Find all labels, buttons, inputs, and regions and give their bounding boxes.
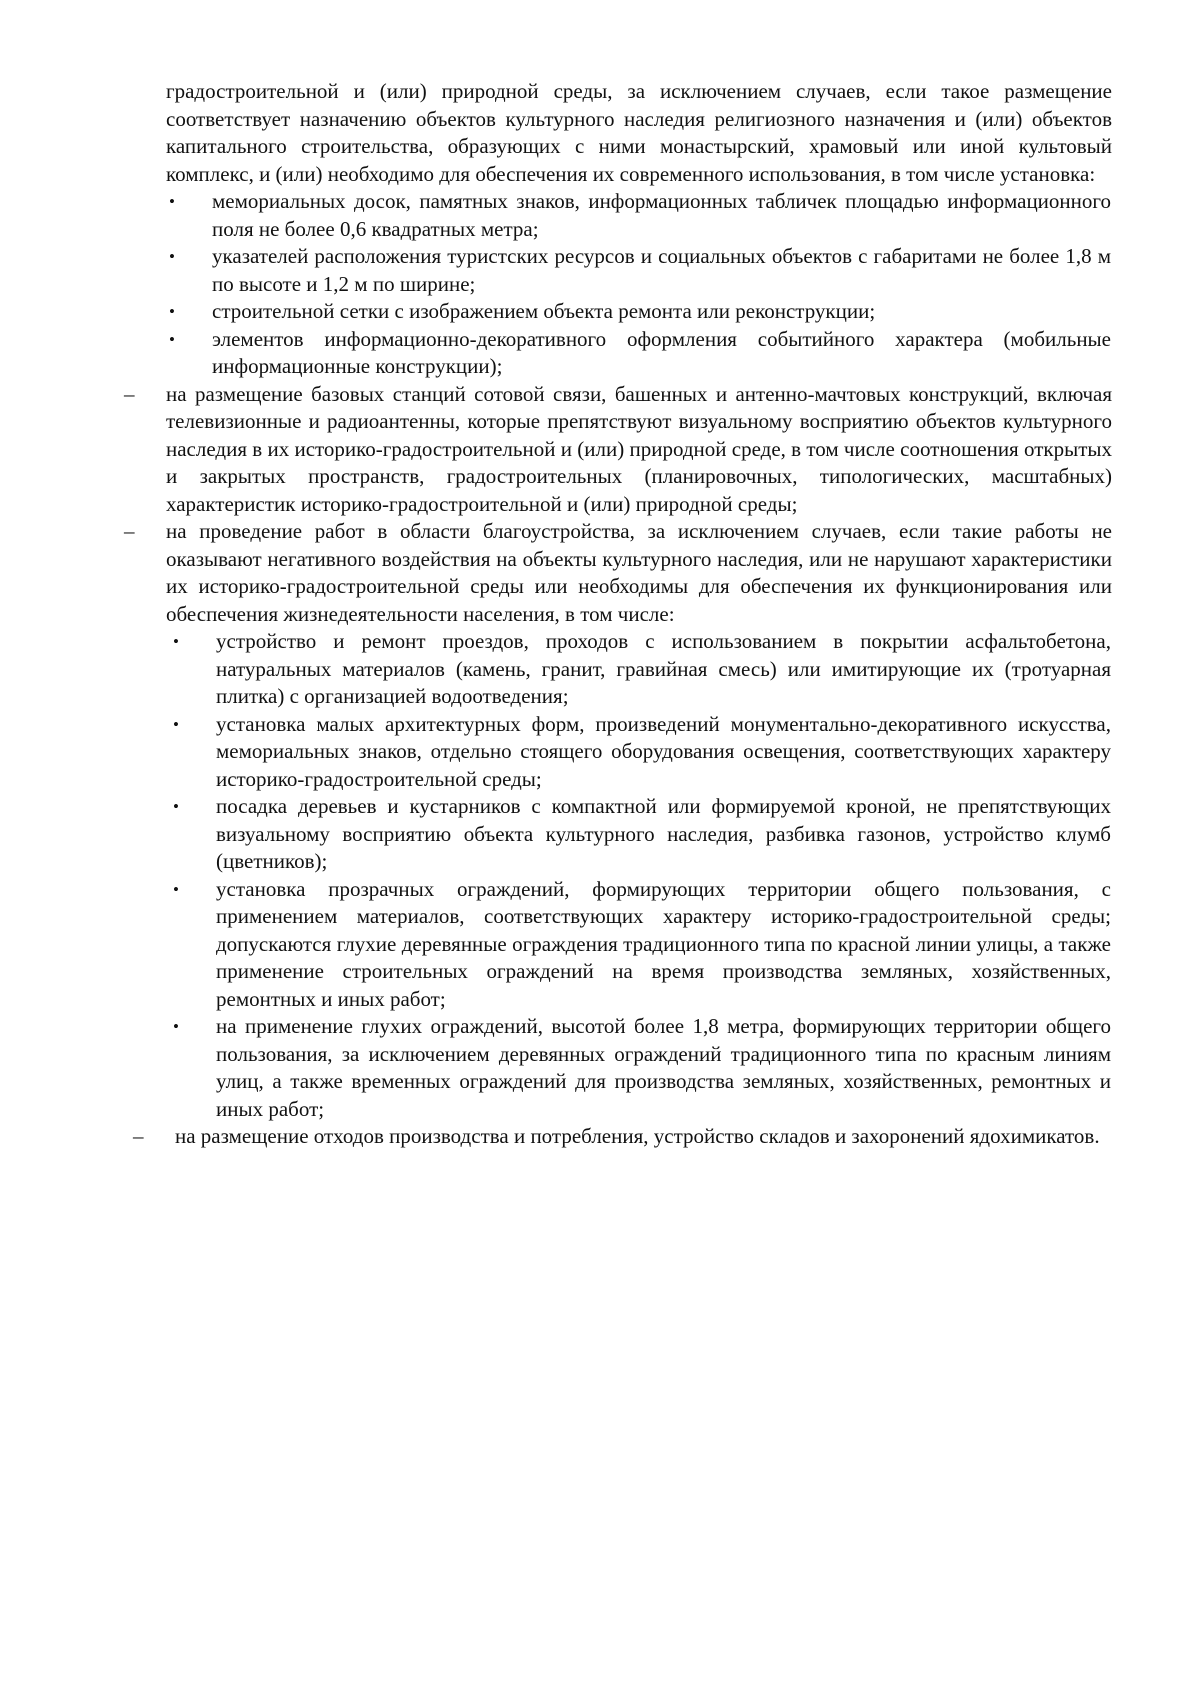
dash-item-text: на проведение работ в области благоустройства, за исключением случаев, если такие работы не оказывают негативного воздействия на объекты культурного наследия, или не нарушают характеристики их историко-градостроительной среды или необходимы для обеспечения их функционирования или обеспечения жизнедеятельности населения, в том числе: xyxy=(166,519,1112,626)
dash-item-landscaping xyxy=(124,518,1112,628)
installation-list xyxy=(0,188,1200,381)
list-item-text: указателей расположения туристских ресурсов и социальных объектов с габаритами не более 1,8 м по высоте и 1,2 м по ширине; xyxy=(212,244,1111,296)
bullet-icon: • xyxy=(173,632,179,651)
list-item xyxy=(173,876,1111,1014)
bullet-icon: • xyxy=(173,797,179,816)
list-item-text: строительной сетки с изображением объекта ремонта или реконструкции; xyxy=(212,299,876,323)
list-item xyxy=(169,298,1111,326)
list-item xyxy=(173,793,1111,876)
list-item-text: посадка деревьев и кустарников с компактной или формируемой кроной, не препятствующих визуальному восприятию объекта культурного наследия, разбивка газонов, устройство клумб (цветников); xyxy=(216,794,1111,873)
dash-item-base-stations xyxy=(124,381,1112,519)
list-item-text: элементов информационно-декоративного оформления событийного характера (мобильные информационные конструкции); xyxy=(212,326,1111,378)
list-item xyxy=(173,628,1111,711)
bullet-icon: • xyxy=(173,714,179,734)
bullet-icon: • xyxy=(169,247,175,266)
dash-item-text: на размещение базовых станций сотовой связи, башенных и антенно-мачтовых конструкций, включая телевизионные и радиоантенны, которые препятствуют визуальному восприятию объектов культурного наследия в их историко-градостроительной и (или) природной среде, в том числе соотношения открытых и закрытых пространств, градостроительных (планировочных, типологических, масштабных) характеристик историко-градостроительной и (или) природной среды; xyxy=(166,381,1112,516)
list-item xyxy=(169,326,1111,381)
list-item-text: устройство и ремонт проездов, проходов с использованием в покрытии асфальтобетона, натуральных материалов (камень, гранит, гравийная смесь) или имитирующие их (тротуарная плитка) с организацией водоотведения; xyxy=(216,629,1111,708)
bullet-icon: • xyxy=(169,192,175,211)
dash-item-waste xyxy=(133,1123,1112,1151)
list-item xyxy=(173,711,1111,794)
dash-icon: – xyxy=(124,519,135,543)
bullet-icon: • xyxy=(169,302,175,321)
bullet-icon: • xyxy=(169,329,175,349)
list-item xyxy=(173,1013,1111,1123)
document-body xyxy=(0,78,1200,1151)
dash-icon: – xyxy=(133,1124,144,1148)
bullet-icon: • xyxy=(173,1017,179,1036)
list-item-text: установка малых архитектурных форм, произведений монументально-декоративного искусства, мемориальных знаков, отдельно стоящего оборудования освещения, соответствующих характеру историко-градостроительной среды; xyxy=(216,711,1111,791)
dash-icon: – xyxy=(124,381,135,406)
list-item-text: на применение глухих ограждений, высотой более 1,8 метра, формирующих территории общего пользования, за исключением деревянных ограждений традиционного типа по красным линиям улиц, а также временных ограждений для производства земляных, хозяйственных, ремонтных и иных работ; xyxy=(216,1014,1111,1121)
bullet-icon: • xyxy=(173,879,179,899)
intro-paragraph: градостроительной и (или) природной среды, за исключением случаев, если такое размещение соответствует назначению объектов культурного наследия религиозного назначения и (или) объектов капитального строительства, образующих с ними монастырский, храмовый или иной культовый комплекс, и (или) необходимо для обеспечения их современного использования, в том числе установка: xyxy=(166,79,1112,186)
list-item xyxy=(169,188,1111,243)
list-item xyxy=(169,243,1111,298)
list-item-text: мемориальных досок, памятных знаков, информационных табличек площадью информационного поля не более 0,6 квадратных метра; xyxy=(212,189,1111,241)
list-item-text: установка прозрачных ограждений, формирующих территории общего пользования, с применением материалов, соответствующих характеру историко-градостроительной среды; допускаются глухие деревянные ограждения традиционного типа по красной линии улицы, а также применение строительных ограждений на время производства земляных, хозяйственных, ремонтных и иных работ; xyxy=(216,876,1111,1011)
dash-item-text: на размещение отходов производства и потребления, устройство складов и захоронений ядохимикатов. xyxy=(175,1124,1100,1148)
landscaping-list xyxy=(0,628,1200,1123)
